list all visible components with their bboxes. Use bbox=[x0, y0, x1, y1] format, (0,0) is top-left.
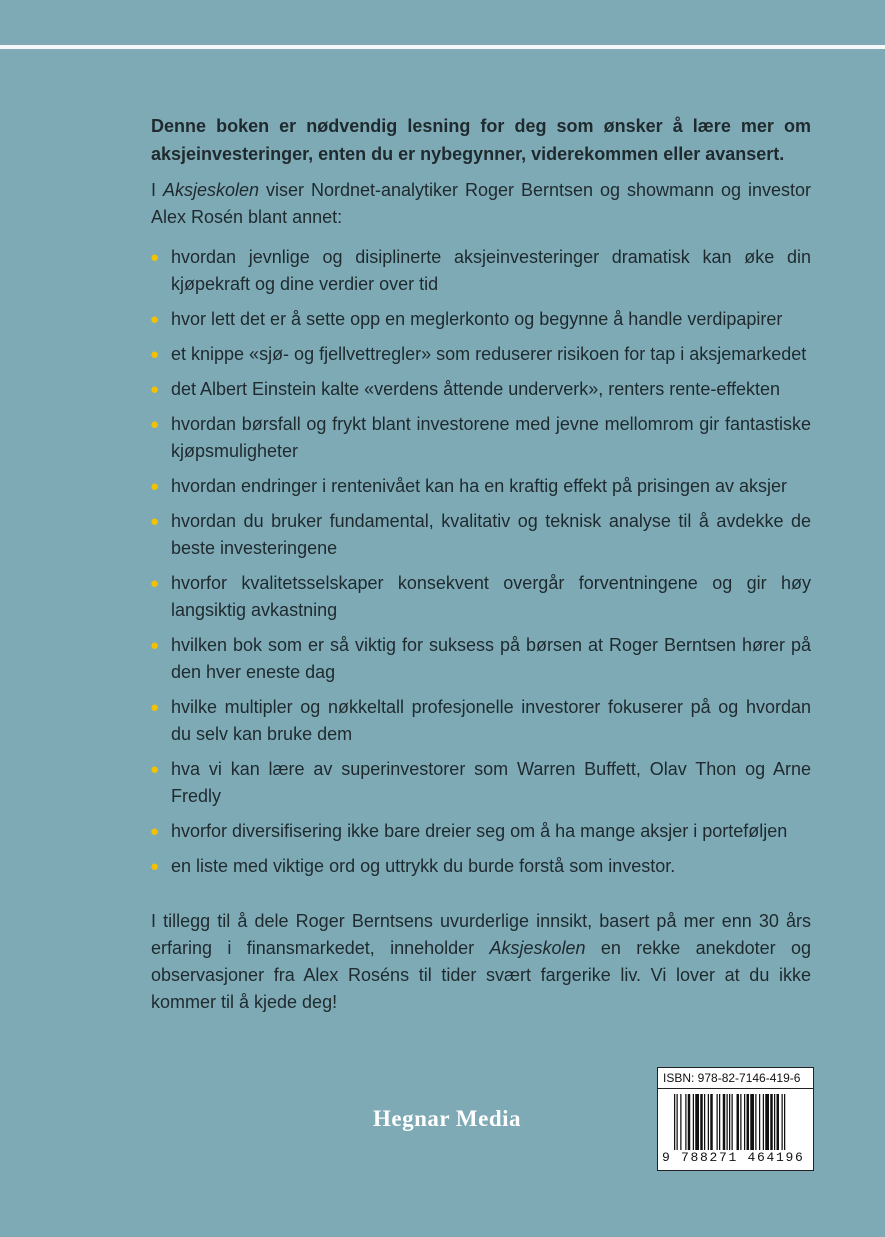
list-item-text: hvilken bok som er så viktig for suksess på børsen at Roger Berntsen hører på den hver eneste dag bbox=[171, 635, 811, 682]
bullet-list bbox=[151, 244, 811, 880]
isbn-digits: 9 788271 464196 bbox=[662, 1150, 805, 1165]
list-item-text: hvilke multipler og nøkkeltall profesjonelle investorer fokuserer på og hvordan du selv kan bruke dem bbox=[171, 697, 811, 744]
bullet-icon: ● bbox=[150, 575, 160, 592]
book-title-italic-2: Aksjeskolen bbox=[489, 938, 586, 958]
isbn-barcode-box bbox=[657, 1067, 814, 1171]
bullet-icon: ● bbox=[150, 858, 160, 875]
list-item bbox=[151, 508, 811, 562]
bullet-icon: ● bbox=[150, 637, 160, 654]
top-divider bbox=[0, 45, 885, 49]
bullet-icon: ● bbox=[150, 346, 160, 363]
list-item-text: et knippe «sjø- og fjellvettregler» som reduserer risikoen for tap i aksjemarkedet bbox=[171, 344, 807, 364]
list-item bbox=[151, 632, 811, 686]
bullet-icon: ● bbox=[150, 311, 160, 328]
publisher-logo: Hegnar Media bbox=[373, 1106, 522, 1131]
bullet-icon: ● bbox=[150, 761, 160, 778]
list-item-text: hva vi kan lære av superinvestorer som Warren Buffett, Olav Thon og Arne Fredly bbox=[171, 759, 811, 806]
list-item-text: hvor lett det er å sette opp en meglerkonto og begynne å handle verdipapirer bbox=[171, 309, 783, 329]
list-item bbox=[151, 341, 811, 368]
list-item bbox=[151, 411, 811, 465]
list-item bbox=[151, 473, 811, 500]
isbn-divider bbox=[658, 1088, 813, 1089]
list-item bbox=[151, 694, 811, 748]
list-item bbox=[151, 818, 811, 845]
bullet-icon: ● bbox=[150, 416, 160, 433]
intro-text-after: viser Nordnet-analytiker Roger Berntsen og showmann og investor Alex Rosén blant annet: bbox=[151, 180, 811, 227]
list-item-text: hvordan børsfall og frykt blant investorene med jevne mellomrom gir fantastiske kjøpsmuligheter bbox=[171, 414, 811, 461]
intro-paragraph bbox=[151, 177, 811, 231]
list-item bbox=[151, 853, 811, 880]
list-item-text: hvordan endringer i rentenivået kan ha en kraftig effekt på prisingen av aksjer bbox=[171, 476, 788, 496]
bullet-icon: ● bbox=[150, 823, 160, 840]
bullet-icon: ● bbox=[150, 249, 160, 266]
bullet-icon: ● bbox=[150, 381, 160, 398]
closing-paragraph bbox=[151, 908, 811, 1016]
back-cover-text bbox=[151, 112, 811, 1016]
bullet-icon: ● bbox=[150, 478, 160, 495]
list-item bbox=[151, 376, 811, 403]
list-item bbox=[151, 756, 811, 810]
outro-text-before: I tillegg til å dele Roger Berntsens uvurderlige innsikt, basert på mer enn 30 års erfaring i finansmarkedet, inneholder bbox=[151, 911, 811, 958]
intro-text-before: I bbox=[151, 180, 163, 200]
list-item-text: hvorfor kvalitetsselskaper konsekvent overgår forventningene og gir høy langsiktig avkastning bbox=[171, 573, 811, 620]
list-item-text: det Albert Einstein kalte «verdens åttende underverk», renters rente-effekten bbox=[171, 379, 781, 399]
list-item-text: hvordan du bruker fundamental, kvalitativ og teknisk analyse til å avdekke de beste investeringene bbox=[171, 511, 811, 558]
bullet-icon: ● bbox=[150, 699, 160, 716]
barcode-icon bbox=[674, 1094, 797, 1150]
book-title-italic: Aksjeskolen bbox=[162, 180, 260, 200]
list-item-text: hvordan jevnlige og disiplinerte aksjeinvesteringer dramatisk kan øke din kjøpekraft og dine verdier over tid bbox=[171, 247, 811, 294]
isbn-label: ISBN: 978-82-7146-419-6 bbox=[663, 1071, 801, 1085]
list-item-text: en liste med viktige ord og uttrykk du burde forstå som investor. bbox=[171, 856, 676, 876]
list-item bbox=[151, 570, 811, 624]
outro-text-after: en rekke anekdoter og observasjoner fra Alex Roséns til tider svært fargerike liv. Vi lover at du ikke kommer til å kjede deg! bbox=[151, 938, 811, 1012]
list-item bbox=[151, 244, 811, 298]
lead-paragraph: Denne boken er nødvendig lesning for deg som ønsker å lære mer om aksjeinvesteringer, enten du er nybegynner, viderekommen eller avansert. bbox=[151, 116, 811, 164]
list-item bbox=[151, 306, 811, 333]
bullet-icon: ● bbox=[150, 513, 160, 530]
list-item-text: hvorfor diversifisering ikke bare dreier seg om å ha mange aksjer i porteføljen bbox=[171, 821, 788, 841]
